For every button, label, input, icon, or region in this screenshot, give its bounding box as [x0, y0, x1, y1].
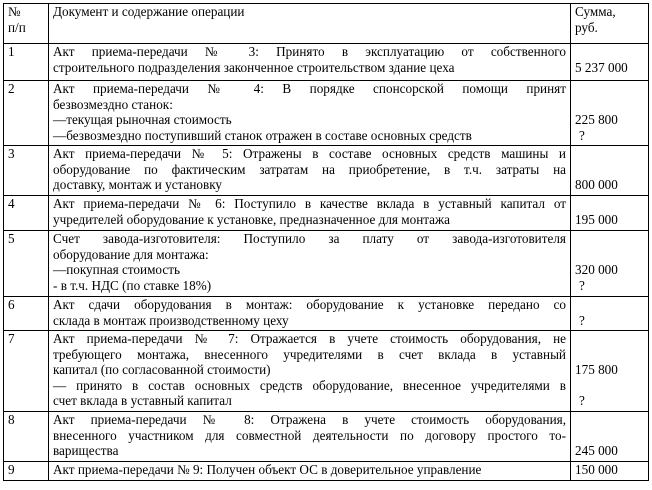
table-row: [4, 297, 649, 331]
row-number: 7: [4, 331, 49, 412]
sum-line: ?: [579, 127, 585, 143]
description-line: - в т.ч. НДС (по ставке 18%): [53, 277, 212, 293]
description-line: Акт приема-передачи № 8: Отражена в учете стоимость оборудования,: [53, 412, 566, 427]
row-sum: [571, 297, 649, 331]
table-row: [4, 231, 649, 297]
row-number: 6: [4, 297, 49, 331]
description-line: —текущая рыночная стоимость: [53, 112, 232, 128]
row-description: [49, 231, 571, 297]
row-number: 8: [4, 412, 49, 462]
row-sum: [571, 81, 649, 146]
row-number: 3: [4, 146, 49, 196]
description-line: оборудование по фактическим затратам на приобретение, в т.ч. затраты на: [53, 161, 566, 177]
sum-line: 245 000: [575, 443, 618, 459]
row-sum: [571, 146, 649, 196]
row-description: [49, 146, 571, 196]
description-line: счет вклада в уставный капитал: [53, 393, 232, 409]
sum-line: [575, 428, 644, 444]
sum-line: 175 800: [575, 362, 618, 378]
description-line: варищества: [53, 443, 119, 459]
row-sum: [571, 331, 649, 412]
description-line: Акт приема-передачи № 7: Отражается в учете стоимость оборудования, не: [53, 331, 566, 346]
sum-line: [575, 378, 644, 394]
table-row: [4, 81, 649, 146]
description-line: внесенного участником для совместной деятельности по договору простого то-: [53, 427, 566, 443]
description-line: безвозмездно станок:: [53, 96, 173, 112]
row-number: 1: [4, 44, 49, 81]
row-description: [49, 412, 571, 462]
description-line: склада в монтаж производственному цеху: [53, 312, 289, 328]
header-num: № п/п: [4, 4, 49, 44]
sum-line: [575, 196, 644, 212]
table-row: [4, 412, 649, 462]
table-row: [4, 44, 649, 81]
description-line: оборудование для монтажа:: [53, 246, 209, 262]
row-sum: [571, 412, 649, 462]
operations-table: [3, 3, 649, 481]
description-line: учредителей оборудование к установке, предназначенное для монтажа: [53, 211, 450, 227]
row-sum: [571, 462, 649, 481]
sum-line: 800 000: [575, 177, 618, 193]
sum-line: [575, 412, 644, 428]
row-number: 9: [4, 462, 49, 481]
table-row: [4, 146, 649, 196]
table-row: [4, 196, 649, 231]
row-number: 5: [4, 231, 49, 297]
row-description: [49, 331, 571, 412]
description-line: — принято в состав основных средств оборудование, внесенное учредителями в: [53, 377, 566, 393]
sum-line: [575, 347, 644, 363]
row-number: 2: [4, 81, 49, 146]
sum-line: 320 000: [575, 262, 618, 278]
row-description: [49, 297, 571, 331]
sum-line: [575, 331, 644, 347]
sum-line: 5 237 000: [575, 59, 628, 75]
table-row: [4, 331, 649, 412]
sum-line: ?: [579, 312, 585, 328]
sum-line: 195 000: [575, 211, 618, 227]
description-line: требующего монтажа, внесенного учредителями в счет вклада в уставный: [53, 346, 566, 362]
sum-line: 225 800: [575, 112, 618, 128]
sum-line: [575, 162, 644, 178]
row-sum: [571, 231, 649, 297]
row-description: [49, 196, 571, 231]
description-line: Акт приема-передачи № 4: В порядке спонсорской помощи принят: [53, 81, 566, 96]
description-line: Акт приема-передачи № 5: Отражены в составе основных средств машины и: [53, 146, 566, 161]
sum-line: [575, 97, 644, 113]
row-number: 4: [4, 196, 49, 231]
row-sum: [571, 44, 649, 81]
sum-line: [575, 81, 644, 97]
description-line: Счет завода-изготовителя: Поступило за плату от завода-изготовителя: [53, 231, 566, 246]
sum-line: 150 000: [575, 462, 618, 477]
sum-line: [575, 44, 644, 60]
row-description: [49, 462, 571, 481]
description-line: Акт приема-передачи № 6: Поступило в качестве вклада в уставный капитал от: [53, 196, 566, 211]
sum-line: ?: [579, 277, 585, 293]
sum-line: [575, 146, 644, 162]
sum-line: [575, 297, 644, 313]
description-line: —покупная стоимость: [53, 262, 180, 278]
description-line: капитал (по согласованной стоимости): [53, 362, 271, 378]
row-sum: [571, 196, 649, 231]
row-description: [49, 44, 571, 81]
description-line: Акт приема-передачи № 9: Получен объект ОС в доверительное управление: [53, 462, 482, 477]
header-sum: Сумма, руб.: [571, 4, 649, 44]
sum-line: [575, 247, 644, 263]
header-doc: Документ и содержание операции: [49, 4, 571, 44]
description-line: строительного подразделения законченное строительством здание цеха: [53, 59, 455, 75]
operations-table-body: [4, 4, 649, 481]
description-line: доставку, монтаж и установку: [53, 177, 223, 193]
row-description: [49, 81, 571, 146]
header-row: [4, 4, 649, 44]
description-line: Акт сдачи оборудования в монтаж: оборудование к установке передано со: [53, 297, 566, 312]
description-line: Акт приема-передачи № 3: Принято в эксплуатацию от собственного: [53, 44, 566, 59]
description-line: —безвозмездно поступивший станок отражен в составе основных средств: [53, 127, 472, 143]
sum-line: ?: [579, 393, 585, 409]
sum-line: [575, 231, 644, 247]
table-row: [4, 462, 649, 481]
